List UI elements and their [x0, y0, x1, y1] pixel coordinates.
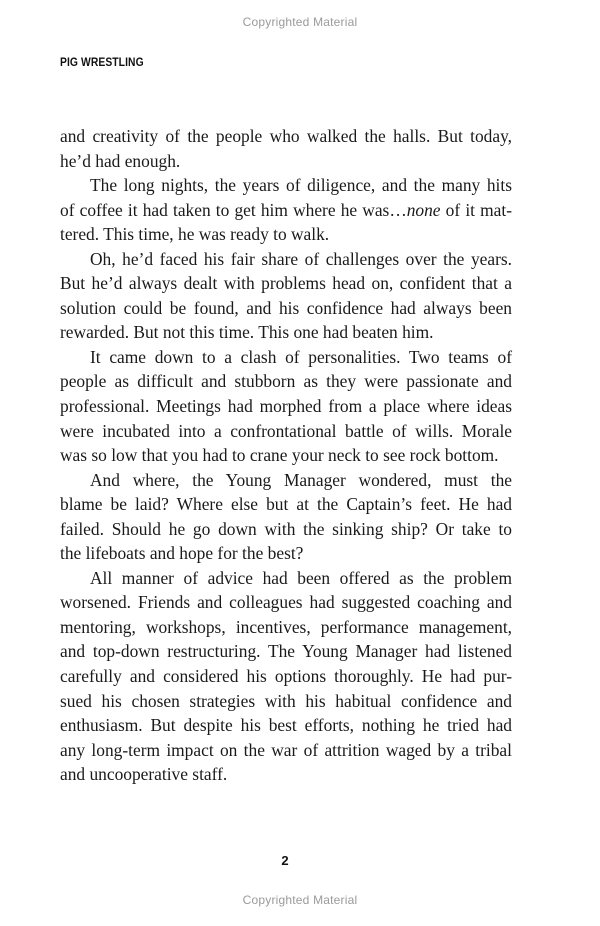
- paragraph: [60, 247, 512, 345]
- text-line: blame be laid? Where else but at the Captain’s feet. He had: [60, 494, 512, 515]
- paragraph: [60, 468, 512, 566]
- running-head: PIG WRESTLING: [60, 55, 144, 69]
- text-line: failed. Should he go down with the sinking ship? Or take to: [60, 518, 512, 539]
- text-line: enthusiasm. But despite his best efforts, nothing he tried had: [60, 715, 512, 736]
- paragraph: [60, 124, 512, 173]
- text-line: rewarded. But not this time. This one had beaten him.: [60, 322, 434, 343]
- text-line: All manner of advice had been offered as the problem: [90, 567, 512, 588]
- text-line: professional. Meetings had morphed from a place where ideas: [60, 396, 512, 417]
- text-line: The long nights, the years of diligence, and the many hits: [90, 175, 512, 196]
- text-line: worsened. Friends and colleagues had suggested coaching and: [60, 592, 512, 613]
- page-number: 2: [281, 853, 289, 868]
- copyright-watermark-bottom: Copyrighted Material: [242, 893, 358, 907]
- text-line: And where, the Young Manager wondered, must the: [90, 469, 512, 490]
- text-line: and top-down restructuring. The Young Manager had listened: [60, 641, 512, 662]
- body-text: [60, 124, 512, 787]
- text-line: It came down to a clash of personalities. Two teams of: [90, 346, 512, 367]
- text-line: mentoring, workshops, incentives, performance management,: [60, 616, 512, 637]
- text-line: Oh, he’d faced his fair share of challenges over the years.: [90, 248, 512, 269]
- text-line: tered. This time, he was ready to walk.: [60, 224, 330, 245]
- text-line: carefully and considered his options thoroughly. He had pur-: [60, 666, 512, 687]
- text-line: But he’d always dealt with problems head on, confident that a: [60, 273, 512, 294]
- text-line: he’d had enough.: [60, 150, 181, 171]
- text-line: any long-term impact on the war of attrition waged by a tribal: [60, 739, 512, 760]
- text-line: and uncooperative staff.: [60, 764, 228, 785]
- text-line: was so low that you had to crane your neck to see rock bottom.: [60, 445, 499, 466]
- paragraph: [60, 566, 512, 787]
- text-line: of coffee it had taken to get him where he was…none of it mat-: [60, 199, 513, 220]
- paragraph: [60, 345, 512, 468]
- paragraph: [60, 173, 512, 247]
- text-line: sued his chosen strategies with his habitual confidence and: [60, 690, 512, 711]
- text-line: and creativity of the people who walked the halls. But today,: [60, 126, 512, 146]
- copyright-watermark-top: Copyrighted Material: [242, 15, 358, 29]
- text-line: people as difficult and stubborn as they were passionate and: [60, 371, 512, 392]
- text-line: were incubated into a confrontational battle of wills. Morale: [60, 420, 512, 441]
- text-line: the lifeboats and hope for the best?: [60, 543, 304, 564]
- text-line: solution could be found, and his confidence had always been: [60, 297, 512, 318]
